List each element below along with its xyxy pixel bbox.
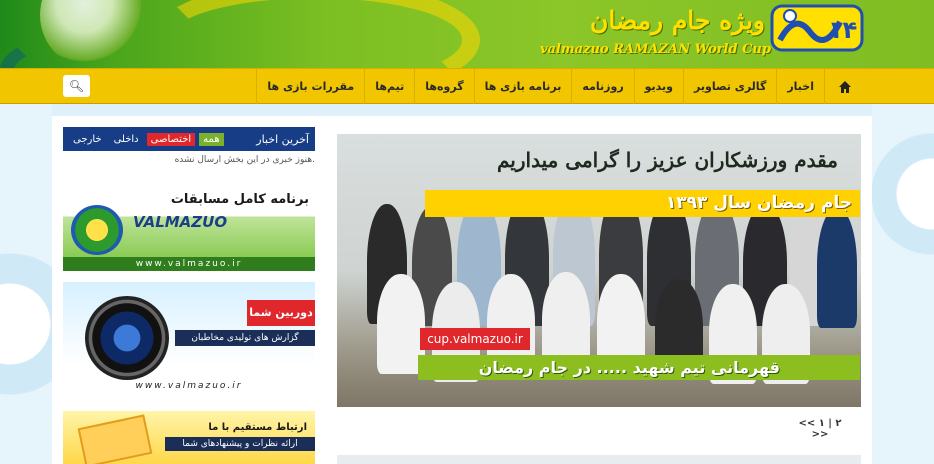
site-logo[interactable] xyxy=(770,2,864,52)
news-tab-all[interactable]: همه xyxy=(199,133,223,146)
slide-caption-top xyxy=(425,190,860,217)
camera-lens-graphic xyxy=(85,296,169,380)
news-tab-domestic[interactable]: داخلی xyxy=(113,133,139,145)
header-banner xyxy=(0,0,934,68)
schedule-banner-brand: VALMAZUO xyxy=(133,213,228,231)
news-tab-exclusive[interactable]: اختصاصی xyxy=(147,133,196,146)
nav-item-newspaper[interactable]: روزنامه xyxy=(571,69,633,104)
latest-news-title: آخرین اخبار xyxy=(256,132,309,146)
person-silhouette xyxy=(817,208,857,328)
contact-banner-title: ارتباط مستقیم با ما xyxy=(208,422,307,433)
nav-item-gallery[interactable]: گالری تصاویر xyxy=(683,69,776,104)
nav-item-video[interactable]: ویدیو xyxy=(634,69,683,104)
nav-home[interactable] xyxy=(824,69,864,104)
slide-wall-banner-text: مقدم ورزشکاران عزیز را گرامی میداریم xyxy=(497,148,838,172)
search-icon: 🔍︎ xyxy=(68,79,85,93)
news-tab-foreign[interactable]: خارجی xyxy=(73,133,102,145)
news-empty-message: هنوز خبری در این بخش ارسال نشده. xyxy=(174,155,315,165)
latest-news-header xyxy=(63,127,315,151)
right-background-decoration xyxy=(872,104,934,464)
camera-banner-url: www.valmazuo.ir xyxy=(135,381,243,391)
camera-banner-title: دوربین شما xyxy=(247,300,315,326)
envelope-icon xyxy=(78,414,153,464)
slide-caption-top-text: جام رمضان سال ۱۳۹۳ xyxy=(665,193,852,213)
left-background-decoration xyxy=(0,104,52,464)
nav-item-teams[interactable]: تیم‌ها xyxy=(364,69,414,104)
schedule-banner[interactable] xyxy=(63,183,315,271)
site-subtitle: valmazuo RAMAZAN World Cup xyxy=(540,42,771,57)
search-button[interactable] xyxy=(63,75,90,97)
camera-banner-desc: گزارش های تولیدی مخاطبان xyxy=(175,330,315,346)
slide-url-tag: cup.valmazuo.ir xyxy=(420,328,530,350)
your-camera-banner[interactable] xyxy=(63,282,315,400)
nav-item-rules[interactable]: مقررات بازی ها xyxy=(256,69,364,104)
nav-item-groups[interactable]: گروه‌ها xyxy=(414,69,473,104)
schedule-banner-url: www.valmazuo.ir xyxy=(63,257,315,271)
home-icon xyxy=(839,81,851,93)
world-cup-emblem xyxy=(71,205,123,255)
slideshow-pager[interactable]: << ۱ | ۲ >> xyxy=(798,418,842,440)
content-bottom-bar xyxy=(337,455,861,464)
main-navbar xyxy=(0,68,934,104)
nav-menu xyxy=(256,69,864,104)
contact-banner-desc: ارائه نظرات و پیشنهادهای شما xyxy=(165,437,315,451)
site-title: ویژه جام رمضان xyxy=(590,6,765,35)
slide-caption-bottom xyxy=(418,355,860,380)
nav-item-schedule[interactable]: برنامه بازی ها xyxy=(474,69,572,104)
latest-news-widget xyxy=(63,127,315,171)
banner-swoosh-graphic xyxy=(150,0,480,68)
slide-caption-bottom-text: قهرمانی تیم شهید ..... در جام رمضان xyxy=(478,358,780,377)
nav-item-news[interactable]: اخبار xyxy=(776,69,824,104)
contact-banner[interactable] xyxy=(63,411,315,464)
schedule-banner-title: برنامه کامل مسابقات xyxy=(170,192,309,207)
logo-text: ۱۴ xyxy=(828,16,858,44)
